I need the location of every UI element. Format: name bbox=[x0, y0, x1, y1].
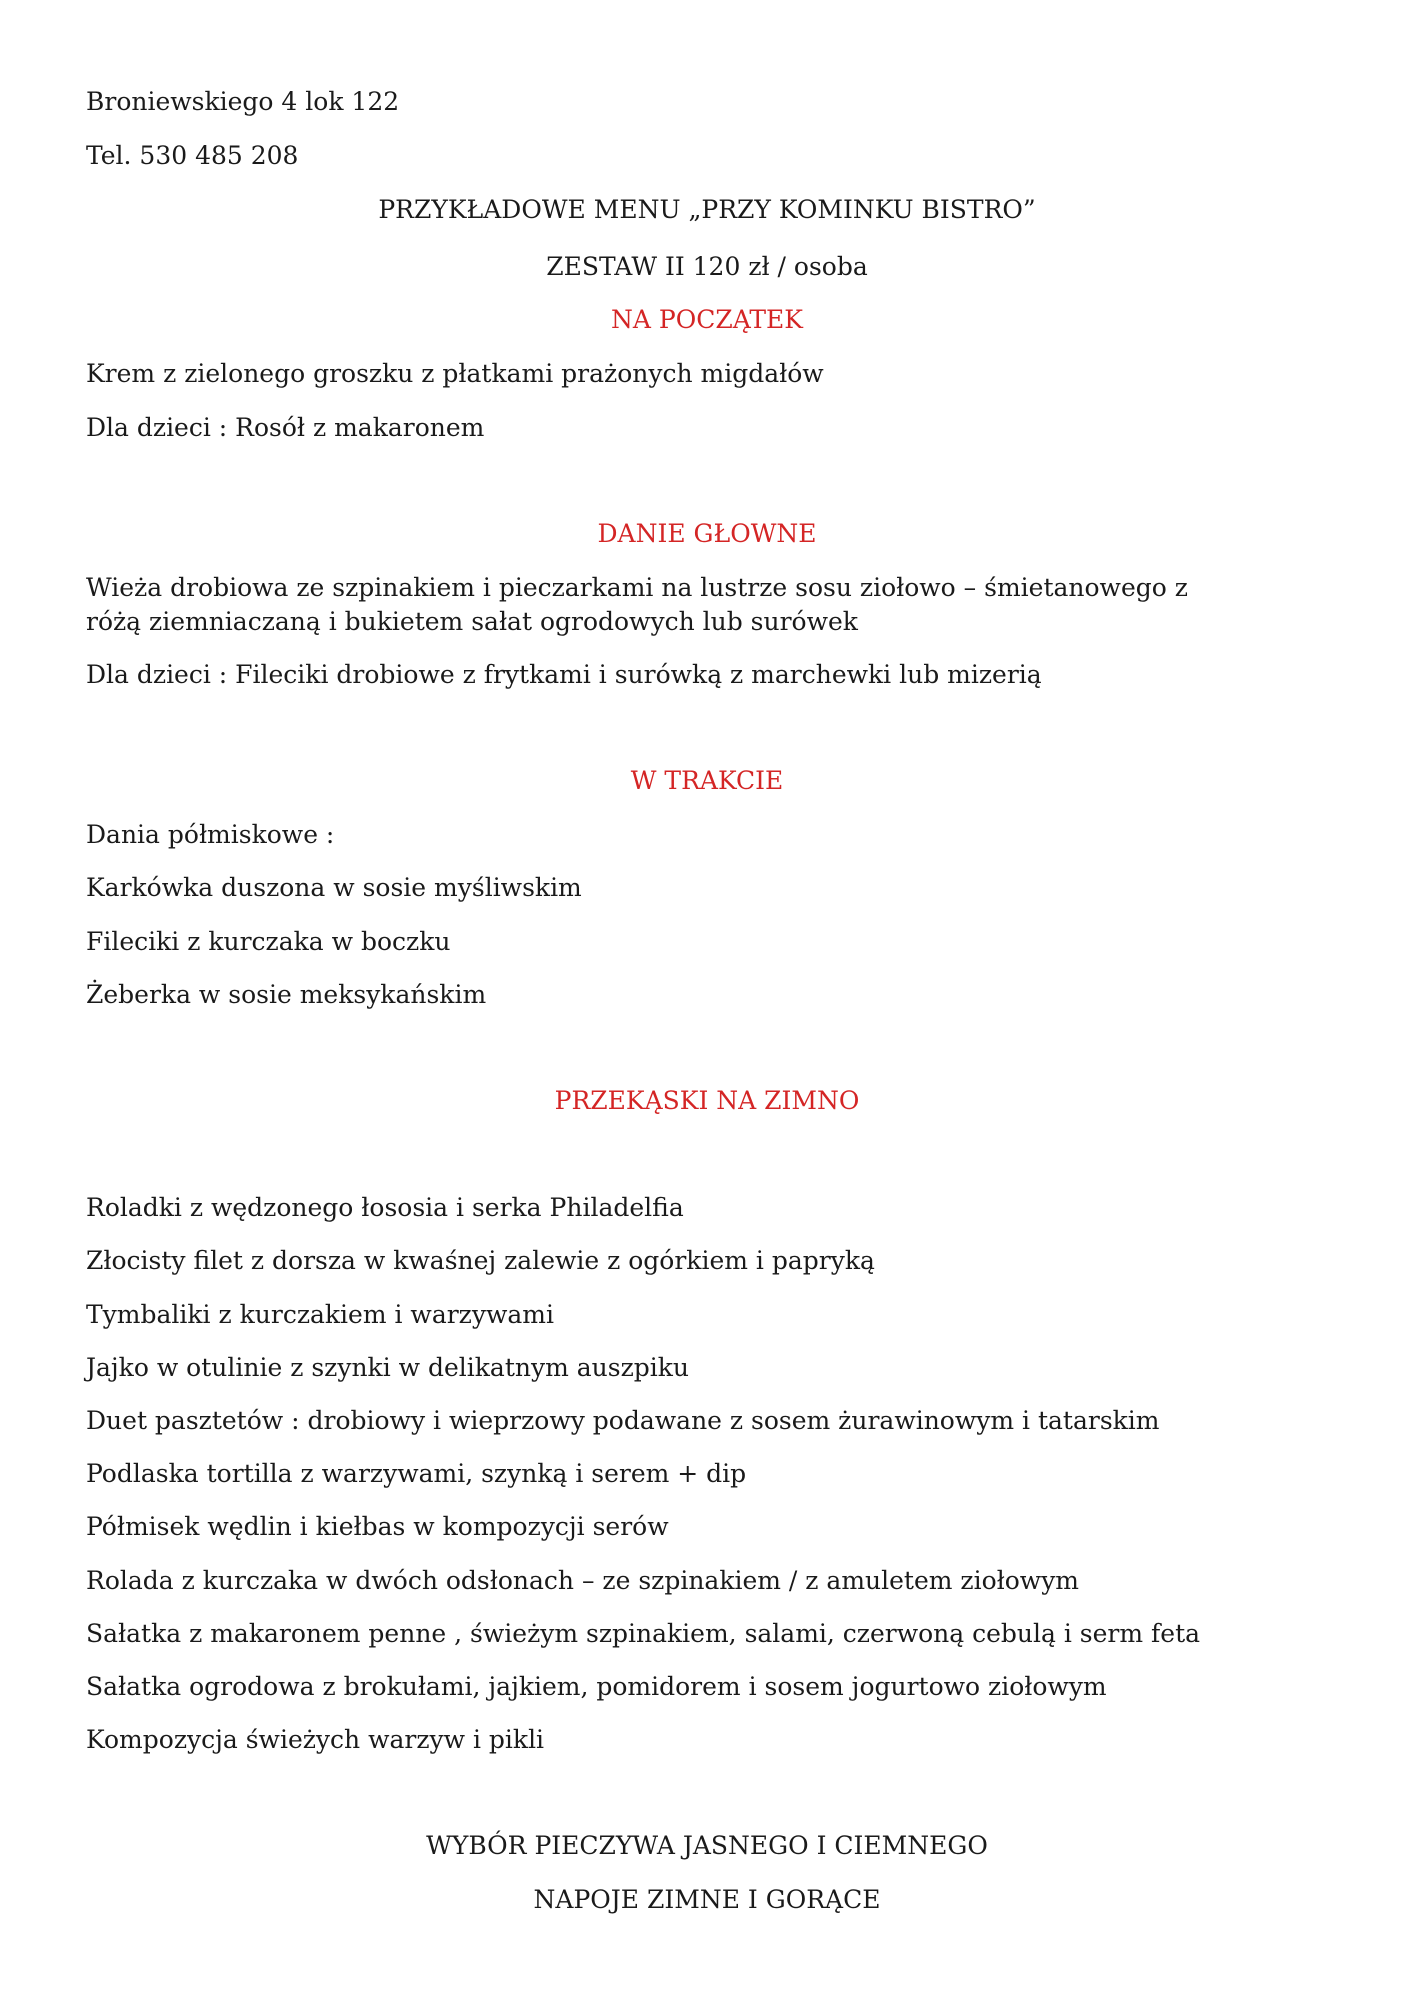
section-heading-start: NA POCZĄTEK bbox=[611, 305, 803, 334]
menu-item: Podlaska tortilla z warzywami, szynką i serem + dip bbox=[86, 1459, 747, 1488]
menu-item: Dania półmiskowe : bbox=[86, 820, 335, 849]
menu-set-price: ZESTAW II 120 zł / osoba bbox=[546, 252, 868, 281]
menu-item: Półmisek wędlin i kiełbas w kompozycji serów bbox=[86, 1512, 669, 1541]
menu-item: Duet pasztetów : drobiowy i wieprzowy podawane z sosem żurawinowym i tatarskim bbox=[86, 1406, 1160, 1435]
menu-item: Dla dzieci : Rosół z makaronem bbox=[86, 413, 485, 442]
menu-item: Sałatka ogrodowa z brokułami, jajkiem, pomidorem i sosem jogurtowo ziołowym bbox=[86, 1672, 1107, 1701]
section-heading-main: DANIE GŁOWNE bbox=[597, 519, 817, 548]
phone-line: Tel. 530 485 208 bbox=[86, 141, 299, 170]
drinks-line: NAPOJE ZIMNE I GORĄCE bbox=[533, 1885, 881, 1914]
bread-line: WYBÓR PIECZYWA JASNEGO I CIEMNEGO bbox=[426, 1831, 988, 1860]
menu-item: Złocisty filet z dorsza w kwaśnej zalewie z ogórkiem i papryką bbox=[86, 1246, 875, 1275]
address-line: Broniewskiego 4 lok 122 bbox=[86, 87, 400, 116]
menu-title: PRZYKŁADOWE MENU „PRZY KOMINKU BISTRO” bbox=[378, 195, 1036, 224]
menu-item: Krem z zielonego groszku z płatkami prażonych migdałów bbox=[86, 359, 824, 388]
menu-item: Jajko w otulinie z szynki w delikatnym auszpiku bbox=[86, 1353, 690, 1382]
menu-item: Kompozycja świeżych warzyw i pikli bbox=[86, 1725, 545, 1754]
section-heading-during: W TRAKCIE bbox=[630, 766, 784, 795]
menu-item: Rolada z kurczaka w dwóch odsłonach – ze szpinakiem / z amuletem ziołowym bbox=[86, 1566, 1080, 1595]
menu-item: Tymbaliki z kurczakiem i warzywami bbox=[86, 1300, 554, 1329]
menu-item: Sałatka z makaronem penne , świeżym szpinakiem, salami, czerwoną cebulą i serm feta bbox=[86, 1619, 1201, 1648]
menu-item: Fileciki z kurczaka w boczku bbox=[86, 927, 451, 956]
section-heading-cold: PRZEKĄSKI NA ZIMNO bbox=[554, 1086, 860, 1115]
menu-item: Żeberka w sosie meksykańskim bbox=[86, 980, 487, 1009]
menu-item: Dla dzieci : Fileciki drobiowe z frytkami i surówką z marchewki lub mizerią bbox=[86, 660, 1042, 689]
menu-item: Roladki z wędzonego łososia i serka Philadelfia bbox=[86, 1193, 684, 1222]
menu-item: Wieża drobiowa ze szpinakiem i pieczarkami na lustrze sosu ziołowo – śmietanowego z różą ziemniaczaną i bukietem sałat ogrodowych lub surówek bbox=[86, 573, 1188, 636]
menu-item: Karkówka duszona w sosie myśliwskim bbox=[86, 873, 582, 902]
